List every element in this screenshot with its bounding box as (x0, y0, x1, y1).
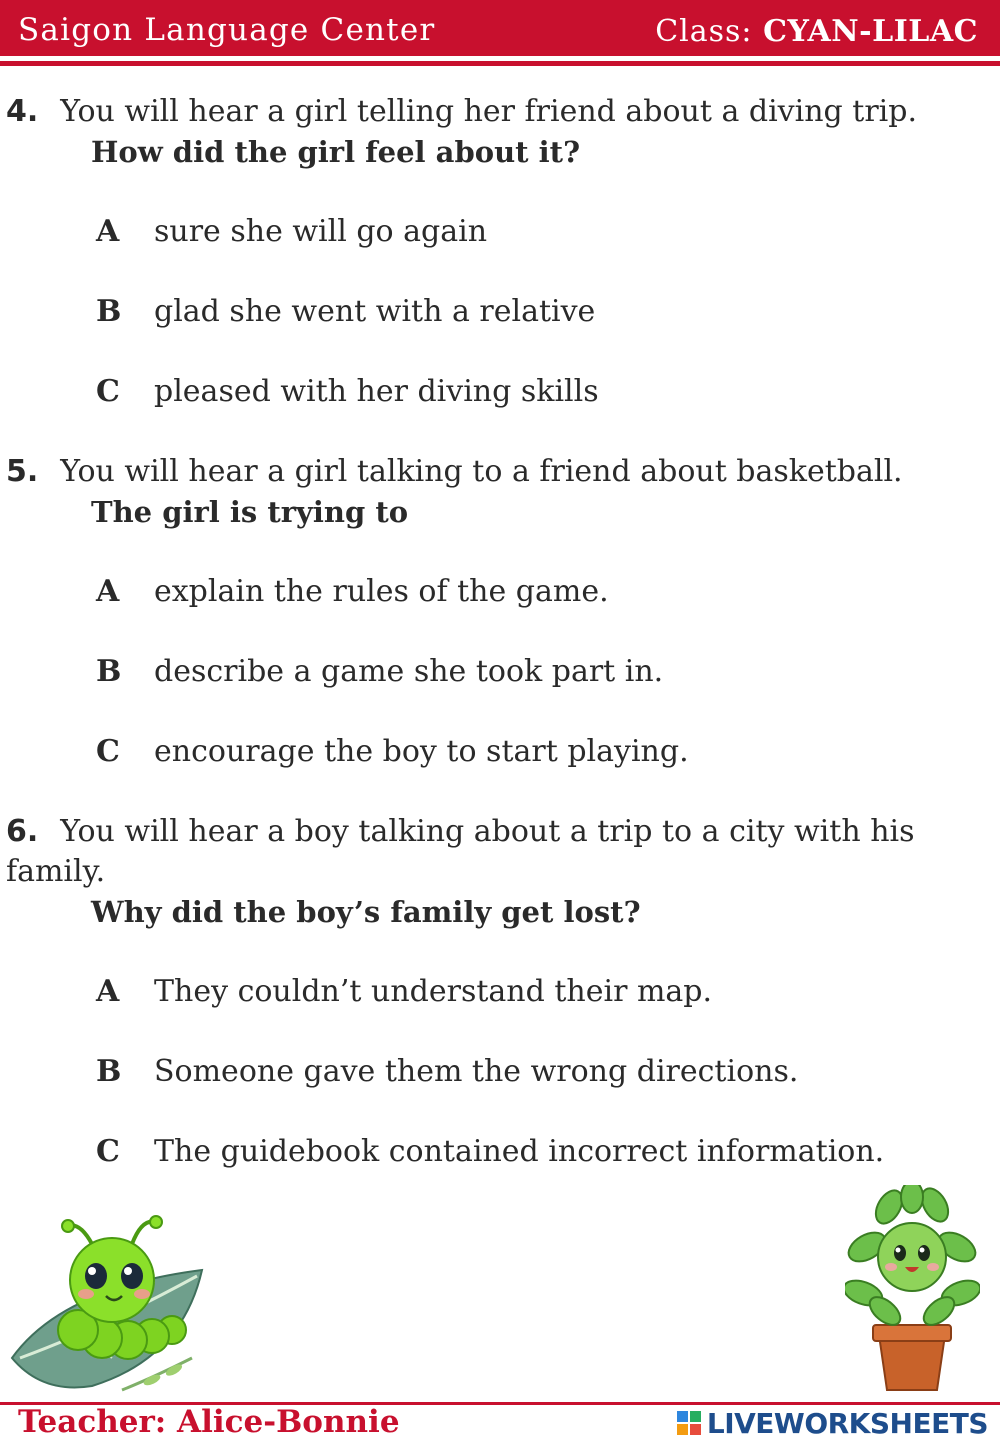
option-4b[interactable] (96, 292, 595, 332)
potted-plant-illustration (845, 1185, 980, 1397)
option-text: They couldn’t understand their map. (154, 974, 713, 1009)
option-text: explain the rules of the game. (154, 574, 609, 609)
option-4c[interactable] (96, 372, 599, 412)
question-number: 5. (6, 454, 39, 489)
question-number: 6. (6, 814, 39, 849)
brand-text: LIVEWORKSHEETS (706, 1406, 988, 1440)
option-6a[interactable] (96, 972, 712, 1012)
question-5-prompt: The girl is trying to (91, 495, 409, 529)
liveworksheets-logo[interactable] (677, 1406, 988, 1440)
option-letter: A (96, 214, 120, 249)
option-text: glad she went with a relative (154, 294, 596, 329)
header-divider (0, 61, 1000, 66)
class-value: CYAN-LILAC (763, 14, 978, 49)
option-text: Someone gave them the wrong directions. (154, 1054, 799, 1089)
class-info (655, 14, 978, 49)
option-text: sure she will go again (154, 214, 488, 249)
option-letter: C (96, 1134, 120, 1169)
header-bar (0, 0, 1000, 56)
option-letter: B (96, 654, 122, 689)
option-4a[interactable] (96, 212, 487, 252)
option-5a[interactable] (96, 572, 609, 612)
option-text: encourage the boy to start playing. (154, 734, 689, 769)
option-letter: A (96, 974, 120, 1009)
class-label: Class: (655, 14, 753, 49)
question-text: You will hear a girl telling her friend about a diving trip. (60, 94, 918, 129)
option-text: describe a game she took part in. (154, 654, 664, 689)
option-letter: B (96, 1054, 122, 1089)
option-letter: C (96, 734, 120, 769)
option-6b[interactable] (96, 1052, 798, 1092)
question-text: You will hear a boy talking about a trip to a city with his family. (6, 814, 915, 889)
option-text: The guidebook contained incorrect information. (154, 1134, 885, 1169)
option-5c[interactable] (96, 732, 689, 772)
question-5-stem (6, 452, 996, 492)
option-letter: B (96, 294, 122, 329)
question-text: You will hear a girl talking to a friend about basketball. (60, 454, 903, 489)
caterpillar-illustration (2, 1208, 217, 1398)
option-letter: A (96, 574, 120, 609)
question-number: 4. (6, 94, 39, 129)
option-letter: C (96, 374, 120, 409)
teacher-name: Teacher: Alice-Bonnie (18, 1404, 400, 1440)
center-name: Saigon Language Center (18, 12, 436, 48)
option-text: pleased with her diving skills (154, 374, 599, 409)
option-6c[interactable] (96, 1132, 884, 1172)
question-4-stem (6, 92, 996, 132)
option-5b[interactable] (96, 652, 663, 692)
question-4-prompt: How did the girl feel about it? (91, 135, 581, 169)
logo-grid-icon (677, 1411, 701, 1435)
question-6-stem (6, 812, 946, 892)
question-6-prompt: Why did the boy’s family get lost? (91, 895, 641, 929)
